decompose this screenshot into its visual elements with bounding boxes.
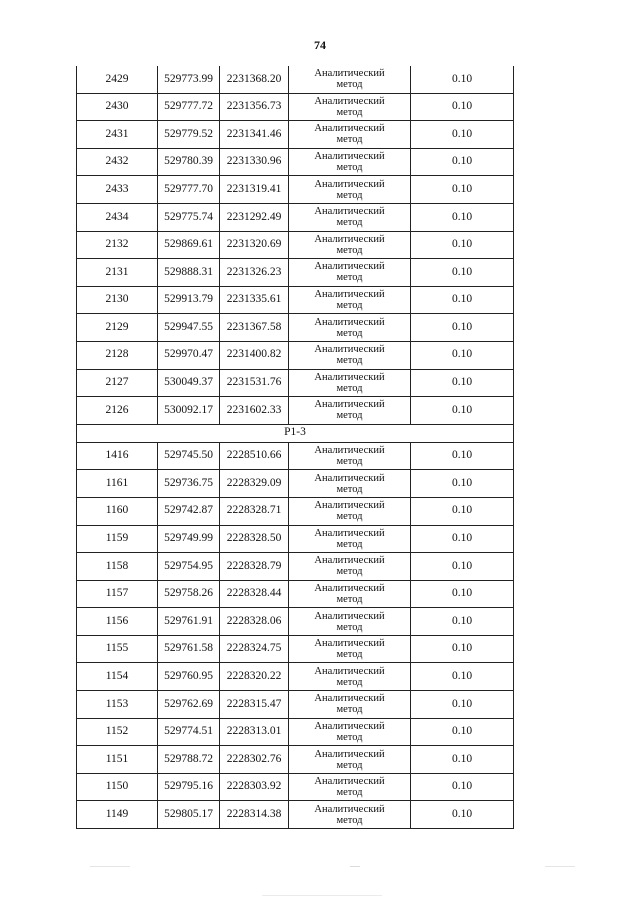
method-line-2: метод <box>336 189 363 201</box>
point-number-cell: 1158 <box>77 553 158 581</box>
point-number-cell: 2430 <box>77 93 158 121</box>
x-coordinate-cell: 529761.91 <box>158 608 220 636</box>
method-line-2: метод <box>336 814 363 826</box>
method-cell <box>289 121 411 149</box>
x-coordinate-cell: 529869.61 <box>158 231 220 259</box>
error-cell: 0.10 <box>411 369 514 397</box>
method-line-1: Аналитический <box>314 555 385 567</box>
y-coordinate-cell: 2228324.75 <box>220 635 289 663</box>
method-line-2: метод <box>336 649 363 661</box>
method-line-2: метод <box>336 410 363 422</box>
point-number-cell: 2128 <box>77 341 158 369</box>
method-cell <box>289 691 411 719</box>
table-row <box>77 470 514 498</box>
y-coordinate-cell: 2231326.23 <box>220 259 289 287</box>
y-coordinate-cell: 2228303.92 <box>220 773 289 801</box>
method-line-1: Аналитический <box>314 665 385 677</box>
table-row <box>77 66 514 93</box>
method-line-1: Аналитический <box>314 500 385 512</box>
method-line-2: метод <box>336 300 363 312</box>
x-coordinate-cell: 529749.99 <box>158 525 220 553</box>
method-line-2: метод <box>336 787 363 799</box>
x-coordinate-cell: 529742.87 <box>158 497 220 525</box>
table-row <box>77 608 514 636</box>
point-number-cell: 2431 <box>77 121 158 149</box>
section-row <box>77 424 514 442</box>
y-coordinate-cell: 2231367.58 <box>220 314 289 342</box>
point-number-cell: 1151 <box>77 746 158 774</box>
method-line-2: метод <box>336 483 363 495</box>
error-cell: 0.10 <box>411 608 514 636</box>
x-coordinate-cell: 529754.95 <box>158 553 220 581</box>
method-cell <box>289 148 411 176</box>
method-cell <box>289 497 411 525</box>
x-coordinate-cell: 529788.72 <box>158 746 220 774</box>
method-cell <box>289 93 411 121</box>
error-cell: 0.10 <box>411 203 514 231</box>
table-row <box>77 231 514 259</box>
y-coordinate-cell: 2228328.71 <box>220 497 289 525</box>
point-number-cell: 2432 <box>77 148 158 176</box>
table-row <box>77 341 514 369</box>
x-coordinate-cell: 529745.50 <box>158 442 220 470</box>
y-coordinate-cell: 2231356.73 <box>220 93 289 121</box>
method-cell <box>289 663 411 691</box>
x-coordinate-cell: 529777.72 <box>158 93 220 121</box>
y-coordinate-cell: 2231292.49 <box>220 203 289 231</box>
table-row <box>77 93 514 121</box>
method-line-1: Аналитический <box>314 610 385 622</box>
y-coordinate-cell: 2228328.44 <box>220 580 289 608</box>
table-row <box>77 553 514 581</box>
error-cell: 0.10 <box>411 231 514 259</box>
x-coordinate-cell: 529758.26 <box>158 580 220 608</box>
method-line-2: метод <box>336 538 363 550</box>
method-line-1: Аналитический <box>314 68 385 80</box>
y-coordinate-cell: 2231368.20 <box>220 66 289 93</box>
point-number-cell: 2429 <box>77 66 158 93</box>
point-number-cell: 1157 <box>77 580 158 608</box>
method-line-2: метод <box>336 382 363 394</box>
scan-speck <box>90 866 130 867</box>
method-line-1: Аналитический <box>314 151 385 163</box>
table-row <box>77 148 514 176</box>
method-cell <box>289 66 411 93</box>
method-cell <box>289 635 411 663</box>
x-coordinate-cell: 530092.17 <box>158 397 220 425</box>
error-cell: 0.10 <box>411 635 514 663</box>
method-line-1: Аналитический <box>314 472 385 484</box>
method-cell <box>289 608 411 636</box>
error-cell: 0.10 <box>411 691 514 719</box>
error-cell: 0.10 <box>411 553 514 581</box>
error-cell: 0.10 <box>411 341 514 369</box>
error-cell: 0.10 <box>411 259 514 287</box>
method-line-2: метод <box>336 355 363 367</box>
method-line-1: Аналитический <box>314 206 385 218</box>
scan-speck <box>262 895 382 896</box>
y-coordinate-cell: 2228328.06 <box>220 608 289 636</box>
method-line-2: метод <box>336 621 363 633</box>
point-number-cell: 2131 <box>77 259 158 287</box>
error-cell: 0.10 <box>411 773 514 801</box>
x-coordinate-cell: 529913.79 <box>158 286 220 314</box>
table-row <box>77 176 514 204</box>
point-number-cell: 2434 <box>77 203 158 231</box>
method-cell <box>289 259 411 287</box>
x-coordinate-cell: 530049.37 <box>158 369 220 397</box>
method-cell <box>289 176 411 204</box>
error-cell: 0.10 <box>411 286 514 314</box>
table-row <box>77 397 514 425</box>
x-coordinate-cell: 529760.95 <box>158 663 220 691</box>
method-line-1: Аналитический <box>314 233 385 245</box>
x-coordinate-cell: 529773.99 <box>158 66 220 93</box>
method-cell <box>289 580 411 608</box>
table-row <box>77 691 514 719</box>
method-line-2: метод <box>336 759 363 771</box>
point-number-cell: 1153 <box>77 691 158 719</box>
method-line-2: метод <box>336 676 363 688</box>
method-line-1: Аналитический <box>314 261 385 273</box>
y-coordinate-cell: 2228315.47 <box>220 691 289 719</box>
point-number-cell: 1149 <box>77 801 158 829</box>
x-coordinate-cell: 529777.70 <box>158 176 220 204</box>
method-line-2: метод <box>336 566 363 578</box>
page-number: 74 <box>314 38 326 52</box>
method-line-1: Аналитический <box>314 693 385 705</box>
point-number-cell: 1161 <box>77 470 158 498</box>
y-coordinate-cell: 2228510.66 <box>220 442 289 470</box>
x-coordinate-cell: 529970.47 <box>158 341 220 369</box>
table-row <box>77 525 514 553</box>
coordinates-table <box>76 66 514 829</box>
method-line-2: метод <box>336 217 363 229</box>
y-coordinate-cell: 2231400.82 <box>220 341 289 369</box>
y-coordinate-cell: 2231319.41 <box>220 176 289 204</box>
method-cell <box>289 718 411 746</box>
error-cell: 0.10 <box>411 176 514 204</box>
error-cell: 0.10 <box>411 497 514 525</box>
table-row <box>77 203 514 231</box>
table-row <box>77 286 514 314</box>
y-coordinate-cell: 2231602.33 <box>220 397 289 425</box>
method-line-1: Аналитический <box>314 178 385 190</box>
y-coordinate-cell: 2231341.46 <box>220 121 289 149</box>
method-cell <box>289 442 411 470</box>
error-cell: 0.10 <box>411 470 514 498</box>
y-coordinate-cell: 2231330.96 <box>220 148 289 176</box>
table-row <box>77 635 514 663</box>
point-number-cell: 1150 <box>77 773 158 801</box>
error-cell: 0.10 <box>411 525 514 553</box>
method-line-1: Аналитический <box>314 289 385 301</box>
method-line-1: Аналитический <box>314 720 385 732</box>
method-line-2: метод <box>336 327 363 339</box>
y-coordinate-cell: 2228302.76 <box>220 746 289 774</box>
table-row <box>77 801 514 829</box>
x-coordinate-cell: 529947.55 <box>158 314 220 342</box>
table-row <box>77 259 514 287</box>
method-line-2: метод <box>336 456 363 468</box>
table-row <box>77 369 514 397</box>
y-coordinate-cell: 2228313.01 <box>220 718 289 746</box>
x-coordinate-cell: 529780.39 <box>158 148 220 176</box>
method-cell <box>289 525 411 553</box>
point-number-cell: 1159 <box>77 525 158 553</box>
x-coordinate-cell: 529795.16 <box>158 773 220 801</box>
error-cell: 0.10 <box>411 148 514 176</box>
method-cell <box>289 746 411 774</box>
error-cell: 0.10 <box>411 442 514 470</box>
x-coordinate-cell: 529775.74 <box>158 203 220 231</box>
point-number-cell: 1156 <box>77 608 158 636</box>
method-line-2: метод <box>336 106 363 118</box>
point-number-cell: 1155 <box>77 635 158 663</box>
method-line-1: Аналитический <box>314 344 385 356</box>
table-row <box>77 773 514 801</box>
method-line-2: метод <box>336 134 363 146</box>
point-number-cell: 2132 <box>77 231 158 259</box>
method-line-2: метод <box>336 593 363 605</box>
point-number-cell: 1154 <box>77 663 158 691</box>
method-line-1: Аналитический <box>314 803 385 815</box>
method-cell <box>289 314 411 342</box>
table-row <box>77 121 514 149</box>
table-row <box>77 442 514 470</box>
scan-speck <box>545 866 575 867</box>
error-cell: 0.10 <box>411 663 514 691</box>
point-number-cell: 1416 <box>77 442 158 470</box>
y-coordinate-cell: 2228328.50 <box>220 525 289 553</box>
error-cell: 0.10 <box>411 66 514 93</box>
x-coordinate-cell: 529736.75 <box>158 470 220 498</box>
x-coordinate-cell: 529888.31 <box>158 259 220 287</box>
point-number-cell: 1152 <box>77 718 158 746</box>
method-line-1: Аналитический <box>314 399 385 411</box>
y-coordinate-cell: 2231320.69 <box>220 231 289 259</box>
method-line-2: метод <box>336 162 363 174</box>
section-label: Р1-3 <box>77 424 514 442</box>
table-row <box>77 718 514 746</box>
point-number-cell: 2126 <box>77 397 158 425</box>
method-cell <box>289 773 411 801</box>
y-coordinate-cell: 2228328.79 <box>220 553 289 581</box>
method-cell <box>289 801 411 829</box>
method-line-1: Аналитический <box>314 776 385 788</box>
error-cell: 0.10 <box>411 121 514 149</box>
table-row <box>77 314 514 342</box>
method-line-1: Аналитический <box>314 371 385 383</box>
method-cell <box>289 341 411 369</box>
method-line-1: Аналитический <box>314 748 385 760</box>
method-line-1: Аналитический <box>314 316 385 328</box>
error-cell: 0.10 <box>411 746 514 774</box>
x-coordinate-cell: 529761.58 <box>158 635 220 663</box>
coordinates-table-body <box>77 66 514 829</box>
point-number-cell: 2433 <box>77 176 158 204</box>
table-row <box>77 746 514 774</box>
scan-speck <box>350 866 360 867</box>
table-row <box>77 663 514 691</box>
method-line-1: Аналитический <box>314 123 385 135</box>
method-line-2: метод <box>336 272 363 284</box>
point-number-cell: 2129 <box>77 314 158 342</box>
method-cell <box>289 286 411 314</box>
y-coordinate-cell: 2228314.38 <box>220 801 289 829</box>
method-line-1: Аналитический <box>314 95 385 107</box>
method-line-1: Аналитический <box>314 582 385 594</box>
point-number-cell: 1160 <box>77 497 158 525</box>
table-row <box>77 580 514 608</box>
method-cell <box>289 553 411 581</box>
x-coordinate-cell: 529805.17 <box>158 801 220 829</box>
error-cell: 0.10 <box>411 397 514 425</box>
method-line-1: Аналитический <box>314 445 385 456</box>
y-coordinate-cell: 2228320.22 <box>220 663 289 691</box>
method-line-1: Аналитический <box>314 527 385 539</box>
error-cell: 0.10 <box>411 801 514 829</box>
method-cell <box>289 470 411 498</box>
y-coordinate-cell: 2231335.61 <box>220 286 289 314</box>
method-line-2: метод <box>336 79 363 91</box>
method-cell <box>289 231 411 259</box>
x-coordinate-cell: 529762.69 <box>158 691 220 719</box>
error-cell: 0.10 <box>411 93 514 121</box>
error-cell: 0.10 <box>411 314 514 342</box>
method-line-1: Аналитический <box>314 638 385 650</box>
x-coordinate-cell: 529774.51 <box>158 718 220 746</box>
method-line-2: метод <box>336 244 363 256</box>
table-row <box>77 497 514 525</box>
error-cell: 0.10 <box>411 580 514 608</box>
method-cell <box>289 369 411 397</box>
y-coordinate-cell: 2231531.76 <box>220 369 289 397</box>
error-cell: 0.10 <box>411 718 514 746</box>
method-line-2: метод <box>336 511 363 523</box>
method-line-2: метод <box>336 731 363 743</box>
method-cell <box>289 397 411 425</box>
x-coordinate-cell: 529779.52 <box>158 121 220 149</box>
point-number-cell: 2130 <box>77 286 158 314</box>
point-number-cell: 2127 <box>77 369 158 397</box>
y-coordinate-cell: 2228329.09 <box>220 470 289 498</box>
method-line-2: метод <box>336 704 363 716</box>
method-cell <box>289 203 411 231</box>
